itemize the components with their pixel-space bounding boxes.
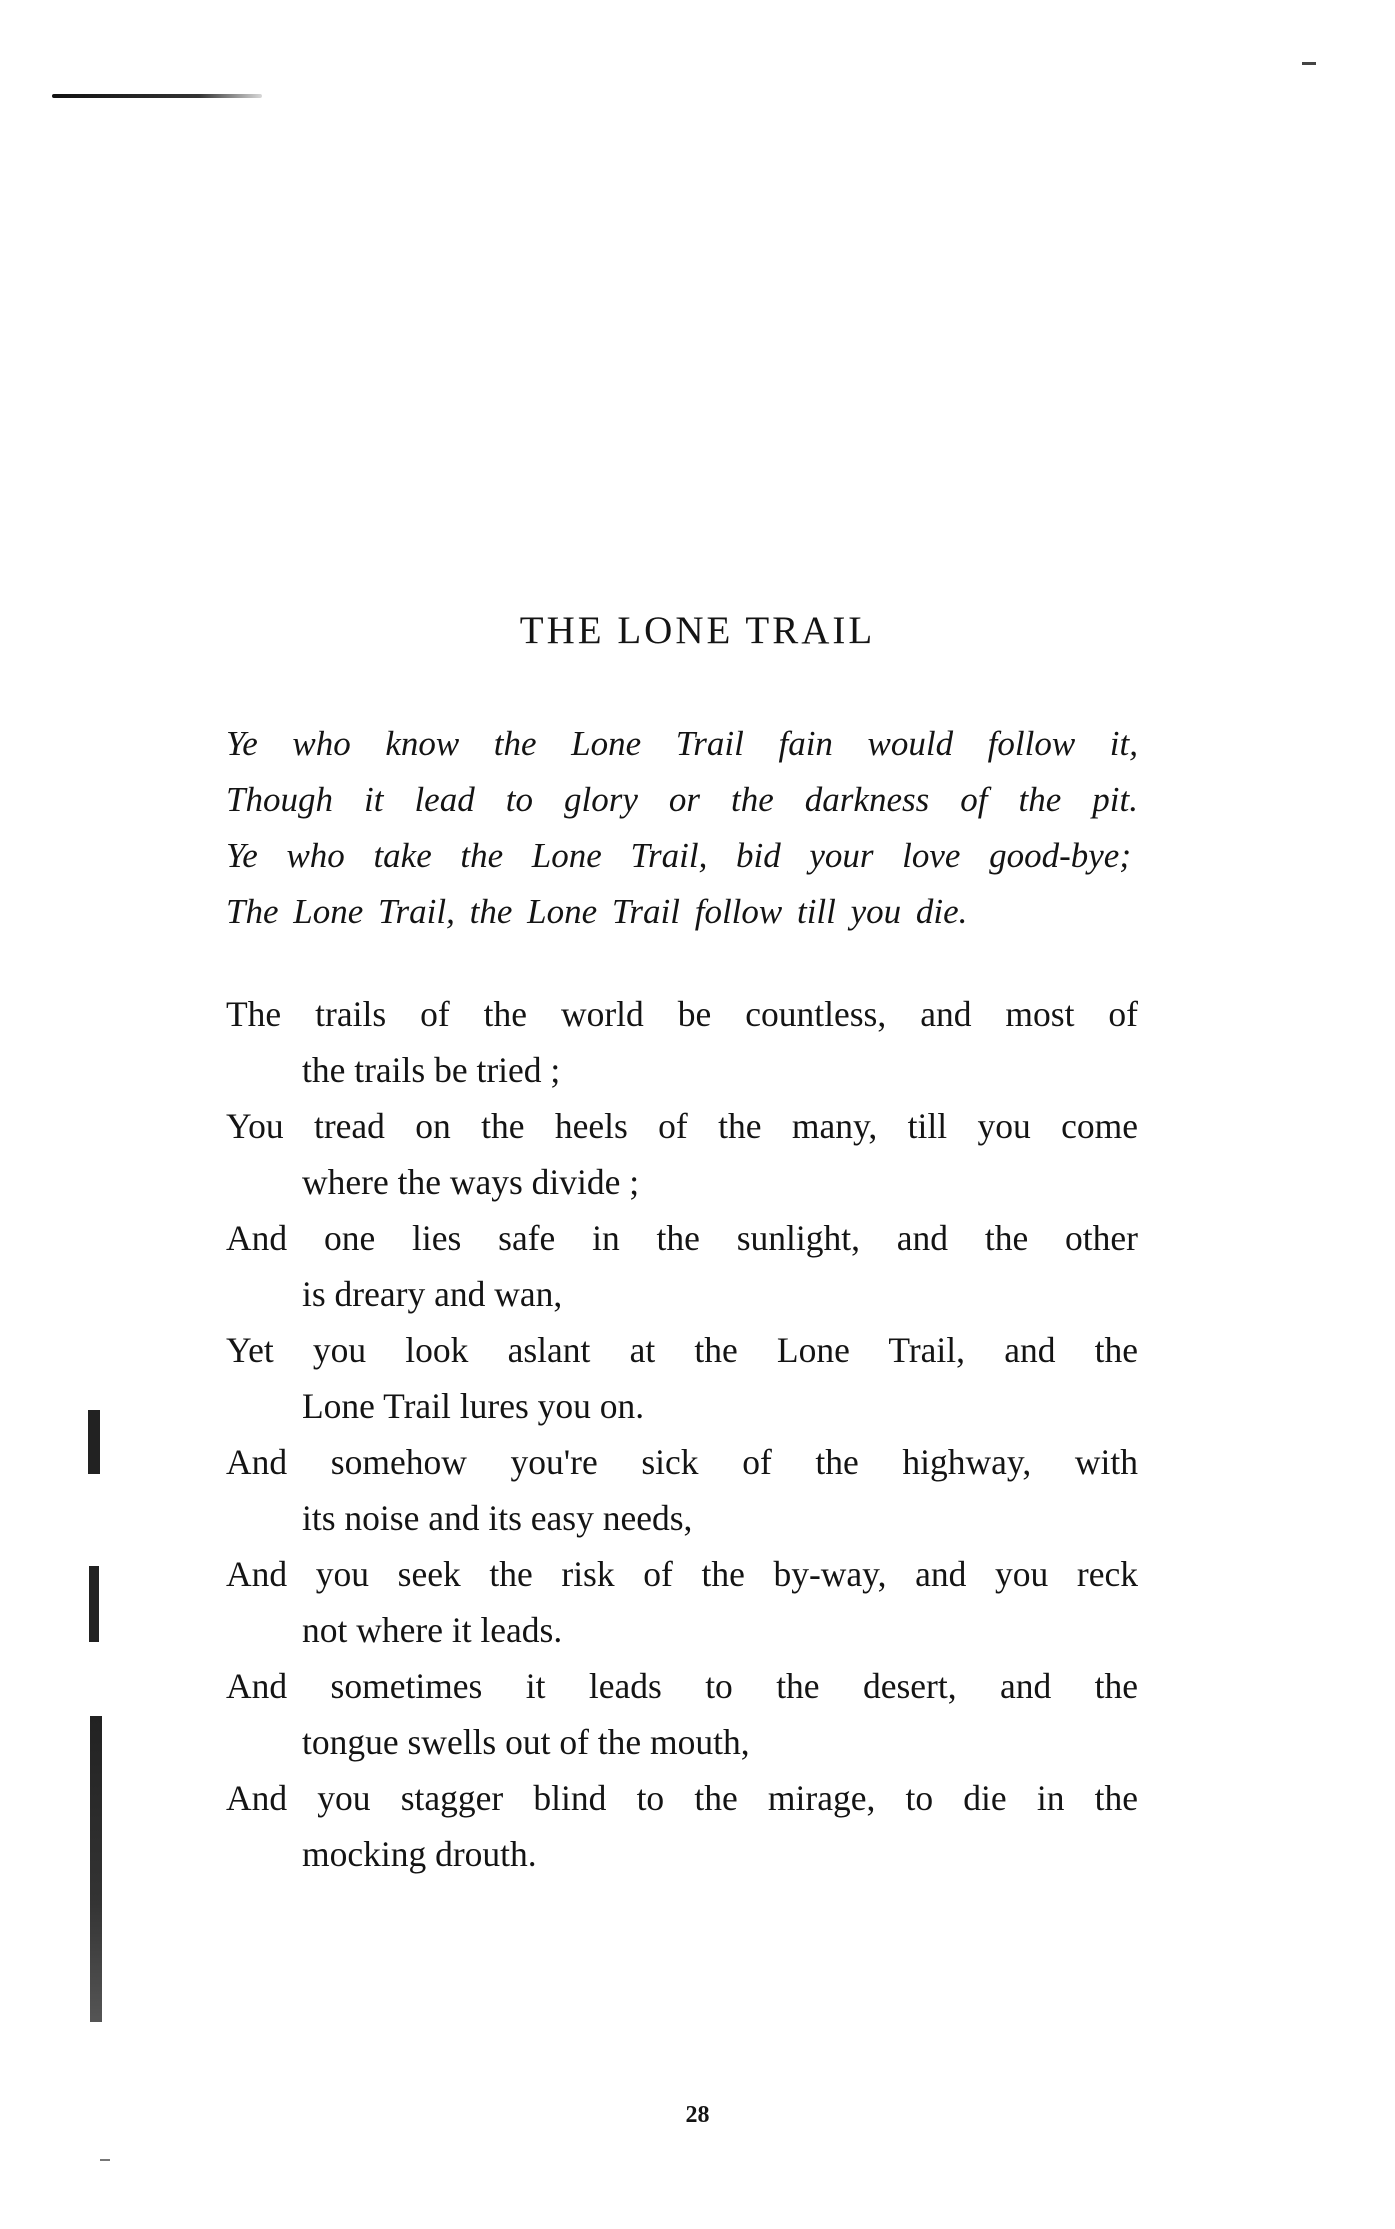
- scan-artifact-speck: [1302, 62, 1316, 65]
- scan-artifact-left-edge: [90, 1716, 102, 2022]
- verse-line-continued: is dreary and wan,: [302, 1274, 563, 1314]
- poem-title: THE LONE TRAIL: [519, 609, 876, 652]
- poem-epigraph: [226, 716, 1226, 940]
- verse-line: And one lies safe in the sunlight, and the other: [226, 1218, 1138, 1258]
- scan-artifact-top-rule: [52, 94, 262, 98]
- epigraph-line: Ye who know the Lone Trail fain would follow it,: [226, 724, 1138, 763]
- page-number: 28: [685, 2102, 710, 2128]
- verse-line: And you seek the risk of the by-way, and you reck: [226, 1554, 1138, 1594]
- scan-artifact-speck: [100, 2159, 110, 2161]
- verse-line-continued: tongue swells out of the mouth,: [302, 1722, 750, 1762]
- verse-line-continued: Lone Trail lures you on.: [302, 1386, 645, 1426]
- verse-line-continued: where the ways divide ;: [302, 1162, 640, 1202]
- scan-artifact-left-edge: [88, 1410, 100, 1474]
- verse-line-continued: the trails be tried ;: [302, 1050, 561, 1090]
- poem-stanza: [226, 986, 1146, 1882]
- verse-line: And sometimes it leads to the desert, and the: [226, 1666, 1138, 1706]
- verse-line-continued: mocking drouth.: [302, 1834, 537, 1874]
- epigraph-line: Though it lead to glory or the darkness of the pit.: [226, 780, 1138, 819]
- verse-line: You tread on the heels of the many, till you come: [226, 1106, 1138, 1146]
- epigraph-line: Ye who take the Lone Trail, bid your love good-bye;: [226, 836, 1131, 875]
- epigraph-line: The Lone Trail, the Lone Trail follow till you die.: [226, 892, 968, 931]
- verse-line: And you stagger blind to the mirage, to die in the: [226, 1778, 1138, 1818]
- verse-line: And somehow you're sick of the highway, with: [226, 1442, 1138, 1482]
- verse-line: Yet you look aslant at the Lone Trail, and the: [226, 1330, 1138, 1370]
- verse-line: The trails of the world be countless, and most of: [226, 994, 1138, 1034]
- verse-line-continued: not where it leads.: [302, 1610, 563, 1650]
- verse-line-continued: its noise and its easy needs,: [302, 1498, 693, 1538]
- scan-artifact-left-edge: [89, 1566, 99, 1642]
